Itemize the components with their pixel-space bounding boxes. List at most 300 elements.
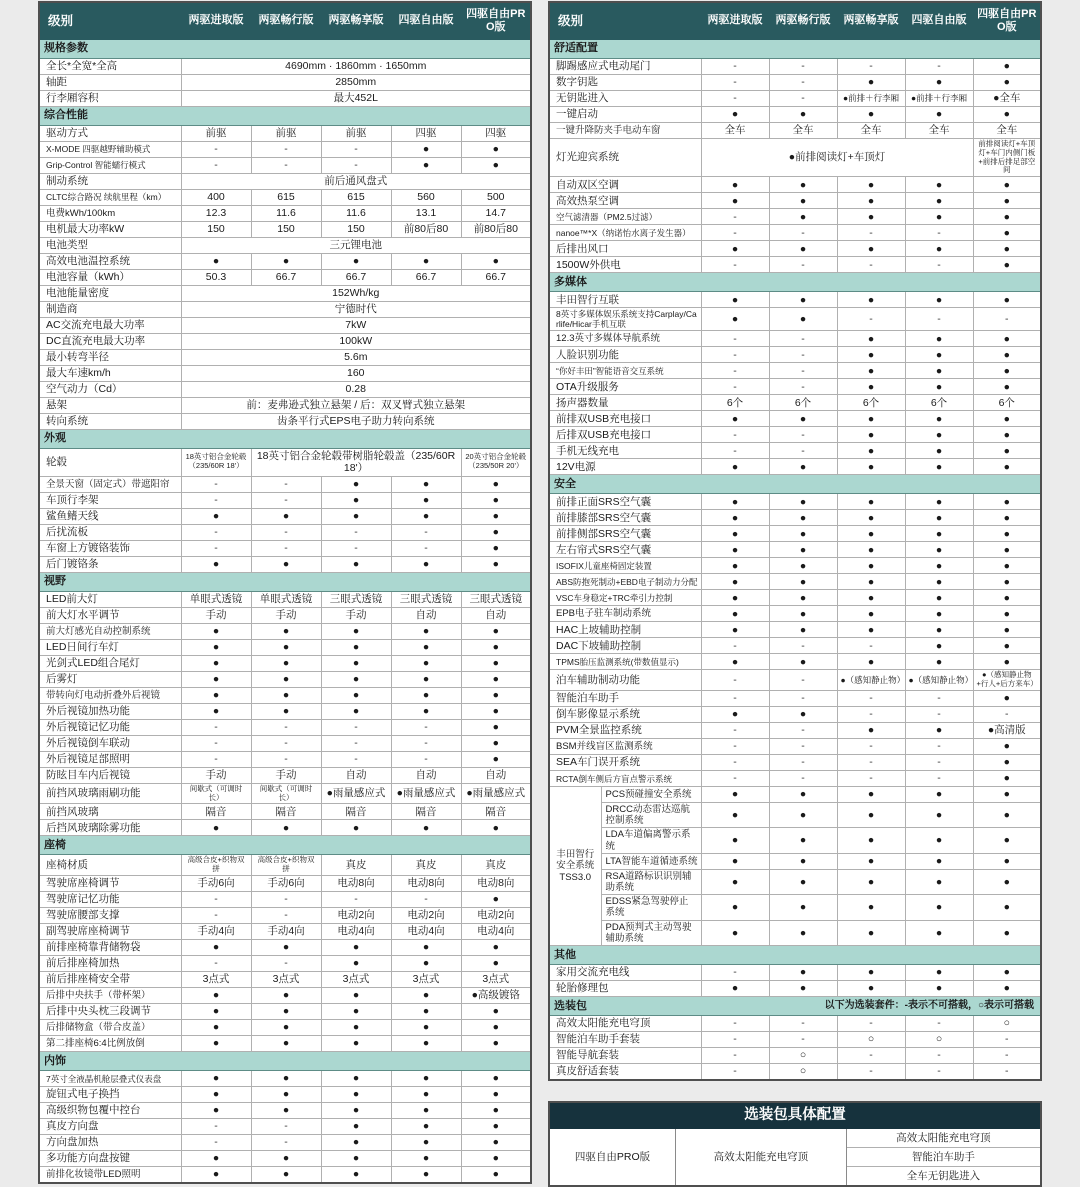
feature-dot: ● xyxy=(391,556,461,572)
spec-row xyxy=(549,347,1041,363)
feature-dot: ● xyxy=(837,427,905,443)
feature-dot: ● xyxy=(769,510,837,526)
row-label: 8英寸多媒体娱乐系统支持Carplay/Carlife/Hicar手机互联 xyxy=(549,308,701,331)
feature-dot: ● xyxy=(321,820,391,836)
section-title: 座椅 xyxy=(39,836,181,855)
feature-dot: ● xyxy=(769,803,837,828)
spec-row xyxy=(39,639,531,655)
feature-dash: - xyxy=(181,1119,251,1135)
feature-dash: - xyxy=(391,719,461,735)
feature-dot: ● xyxy=(973,526,1041,542)
feature-dot: ● xyxy=(837,895,905,920)
feature-dot: ● xyxy=(973,494,1041,510)
spec-row xyxy=(39,855,531,876)
row-label: 光剑式LED组合尾灯 xyxy=(39,655,181,671)
spec-row xyxy=(39,524,531,540)
value-cell: 隔音 xyxy=(461,804,531,820)
spec-row xyxy=(549,654,1041,670)
feature-dot: ● xyxy=(905,379,973,395)
feature-dot: ● xyxy=(321,1103,391,1119)
row-label: 前后排座椅加热 xyxy=(39,956,181,972)
feature-dot: ● xyxy=(251,687,321,703)
value-cell: 66.7 xyxy=(461,269,531,285)
value-cell: 四驱 xyxy=(391,125,461,141)
feature-dash: - xyxy=(837,257,905,273)
feature-dash: - xyxy=(769,331,837,347)
feature-dot: ● xyxy=(321,476,391,492)
spec-row xyxy=(39,189,531,205)
feature-dot: ● xyxy=(905,920,973,945)
row-label: 转向系统 xyxy=(39,413,181,429)
feature-dot: ● xyxy=(461,508,531,524)
section-header-row xyxy=(549,39,1041,58)
feature-dot: ● xyxy=(837,622,905,638)
spec-row xyxy=(39,492,531,508)
feature-dot: ● xyxy=(837,920,905,945)
feature-dot: ● xyxy=(973,771,1041,787)
feature-dash: - xyxy=(837,755,905,771)
feature-dash: - xyxy=(701,723,769,739)
spec-row xyxy=(39,751,531,767)
feature-dash: - xyxy=(769,443,837,459)
spec-row xyxy=(549,292,1041,308)
feature-dot: ● xyxy=(973,257,1041,273)
feature-dot: ● xyxy=(181,671,251,687)
feature-dot: ● xyxy=(461,639,531,655)
value-cell: 11.6 xyxy=(321,205,391,221)
feature-dash: - xyxy=(181,157,251,173)
feature-dot: ● xyxy=(391,253,461,269)
feature-dash: - xyxy=(701,638,769,654)
trim-header-cell: 四驱自由PRO版 xyxy=(461,2,531,39)
feature-dot: ● xyxy=(321,1020,391,1036)
row-label: 制动系统 xyxy=(39,173,181,189)
section-title: 规格参数 xyxy=(39,39,181,58)
feature-dot: ● xyxy=(769,209,837,225)
value-cell: ●雨量感应式 xyxy=(461,783,531,804)
section-header-row xyxy=(39,39,531,58)
feature-dot: ● xyxy=(321,556,391,572)
level-header-cell: 级别 xyxy=(39,2,181,39)
feature-dot: ● xyxy=(461,141,531,157)
feature-dot: ● xyxy=(905,209,973,225)
spec-row xyxy=(549,981,1041,997)
feature-dot: ● xyxy=(837,869,905,894)
row-label: 外后视镜加热功能 xyxy=(39,703,181,719)
spec-row xyxy=(39,90,531,106)
feature-dash: - xyxy=(701,443,769,459)
value-cell: 真皮 xyxy=(391,855,461,876)
feature-dot: ● xyxy=(391,703,461,719)
feature-dot: ● xyxy=(837,363,905,379)
value-cell: ●（感知静止物） xyxy=(905,670,973,691)
feature-dot: ● xyxy=(251,1087,321,1103)
trim-header-cell: 两驱进取版 xyxy=(181,2,251,39)
feature-dot: ● xyxy=(701,558,769,574)
section-header-row xyxy=(549,475,1041,494)
value-cell: 间歇式（可调时长） xyxy=(251,783,321,804)
spec-row xyxy=(549,225,1041,241)
feature-dot: ● xyxy=(769,606,837,622)
row-label: 后排中央头枕三段调节 xyxy=(39,1004,181,1020)
section-header-row xyxy=(549,273,1041,292)
row-label: PVM全景监控系统 xyxy=(549,723,701,739)
options-package-cell: 高效太阳能充电穹顶 xyxy=(676,1129,847,1187)
feature-dash: - xyxy=(837,308,905,331)
spec-row xyxy=(39,301,531,317)
row-label: Grip-Control 智能蠕行模式 xyxy=(39,157,181,173)
value-cell: 3点式 xyxy=(391,972,461,988)
feature-dot: ● xyxy=(461,524,531,540)
feature-dash: - xyxy=(905,691,973,707)
row-label: 后排中央扶手（带杯架） xyxy=(39,988,181,1004)
feature-dash: - xyxy=(769,723,837,739)
feature-dot: ● xyxy=(461,1036,531,1052)
spec-table-right xyxy=(548,1,1042,1081)
value-cell: 560 xyxy=(391,189,461,205)
feature-dot: ● xyxy=(769,542,837,558)
feature-dot: ● xyxy=(391,1135,461,1151)
row-label: 后雾灯 xyxy=(39,671,181,687)
feature-dash: - xyxy=(769,225,837,241)
feature-dash: - xyxy=(321,719,391,735)
feature-dot: ● xyxy=(321,1087,391,1103)
row-label: 高级织物包覆中控台 xyxy=(39,1103,181,1119)
feature-dash: - xyxy=(701,739,769,755)
spec-row xyxy=(549,920,1041,945)
feature-dash: - xyxy=(905,755,973,771)
row-label: DAC下坡辅助控制 xyxy=(549,638,701,654)
value-cell: 高级合皮+织物双拼 xyxy=(181,855,251,876)
section-title: 安全 xyxy=(549,475,701,494)
spec-row xyxy=(549,869,1041,894)
feature-dot: ● xyxy=(973,638,1041,654)
trim-header-cell: 四驱自由PRO版 xyxy=(973,2,1041,39)
row-label: 全景天窗（固定式）带遮阳帘 xyxy=(39,476,181,492)
feature-dot: ● xyxy=(701,869,769,894)
spec-row xyxy=(549,122,1041,138)
spec-row xyxy=(39,413,531,429)
feature-dot: ● xyxy=(461,556,531,572)
feature-dash: - xyxy=(321,157,391,173)
value-cell: 手动6向 xyxy=(181,876,251,892)
level-header-cell: 级别 xyxy=(549,2,701,39)
spec-row xyxy=(39,623,531,639)
value-cell: 3点式 xyxy=(461,972,531,988)
feature-dot: ● xyxy=(837,443,905,459)
feature-dot: ● xyxy=(321,940,391,956)
feature-dot: ● xyxy=(769,526,837,542)
value-cell: 电动2向 xyxy=(391,908,461,924)
value-cell: 隔音 xyxy=(181,804,251,820)
spec-row xyxy=(39,719,531,735)
feature-dot: ● xyxy=(181,940,251,956)
feature-dot: ● xyxy=(251,1071,321,1087)
value-cell: ●雨量感应式 xyxy=(321,783,391,804)
feature-dot: ● xyxy=(769,981,837,997)
feature-dot: ● xyxy=(461,157,531,173)
value-cell: 20英寸铝合金轮毂（235/50R 20'） xyxy=(461,448,531,476)
feature-dot: ● xyxy=(837,347,905,363)
feature-dot: ● xyxy=(837,331,905,347)
value-cell: 前排阅读灯+车顶灯+车门内侧门板+前排后排足部空间 xyxy=(973,138,1041,176)
feature-dash: - xyxy=(321,735,391,751)
row-label: 泊车辅助制动功能 xyxy=(549,670,701,691)
feature-dot: ● xyxy=(837,106,905,122)
spec-row xyxy=(549,395,1041,411)
feature-dot: ● xyxy=(461,623,531,639)
value-cell: 前后通风盘式 xyxy=(181,173,531,189)
feature-dot: ● xyxy=(391,1151,461,1167)
feature-dot: ● xyxy=(905,193,973,209)
value-cell: 6个 xyxy=(837,395,905,411)
row-label: 1500W外供电 xyxy=(549,257,701,273)
spec-row xyxy=(39,956,531,972)
row-label: 前挡风玻璃雨刷功能 xyxy=(39,783,181,804)
feature-dot: ● xyxy=(251,623,321,639)
feature-dash: - xyxy=(905,257,973,273)
feature-dash: - xyxy=(769,755,837,771)
feature-dot: ● xyxy=(181,508,251,524)
spec-row xyxy=(549,895,1041,920)
feature-dot: ● xyxy=(837,542,905,558)
feature-dot: ● xyxy=(905,331,973,347)
spec-row xyxy=(549,331,1041,347)
value-cell: 自动 xyxy=(391,607,461,623)
spec-row xyxy=(39,1004,531,1020)
feature-dot: ● xyxy=(461,820,531,836)
feature-dot: ● xyxy=(905,606,973,622)
option-circle: ○ xyxy=(769,1064,837,1081)
feature-dot: ● xyxy=(837,74,905,90)
feature-dot: ● xyxy=(181,687,251,703)
feature-dot: ● xyxy=(701,308,769,331)
spec-row xyxy=(549,723,1041,739)
value-cell: 6个 xyxy=(905,395,973,411)
row-label: 驾驶席座椅调节 xyxy=(39,876,181,892)
feature-dot: ● xyxy=(701,459,769,475)
value-cell: 隔音 xyxy=(321,804,391,820)
row-label: 智能导航套装 xyxy=(549,1048,701,1064)
feature-dash: - xyxy=(321,540,391,556)
row-label: 最大车速km/h xyxy=(39,365,181,381)
feature-dot: ● xyxy=(251,639,321,655)
feature-dot: ● xyxy=(321,1167,391,1184)
value-cell: 单眼式透镜 xyxy=(251,591,321,607)
feature-dash: - xyxy=(701,209,769,225)
value-cell: 三眼式透镜 xyxy=(391,591,461,607)
feature-dash: - xyxy=(701,347,769,363)
value-cell: 三眼式透镜 xyxy=(321,591,391,607)
value-cell: 最大452L xyxy=(181,90,531,106)
row-label: OTA升级服务 xyxy=(549,379,701,395)
feature-dot: ● xyxy=(769,106,837,122)
feature-dot: ● xyxy=(837,723,905,739)
spec-row xyxy=(549,74,1041,90)
feature-dot: ● xyxy=(973,379,1041,395)
feature-dot: ● xyxy=(321,655,391,671)
row-label: EDSS紧急驾驶停止系统 xyxy=(601,895,701,920)
feature-dash: - xyxy=(837,1048,905,1064)
value-cell: ●前排＋行李厢 xyxy=(837,90,905,106)
feature-dash: - xyxy=(391,540,461,556)
feature-dot: ● xyxy=(973,558,1041,574)
value-cell: 隔音 xyxy=(391,804,461,820)
spec-row xyxy=(39,317,531,333)
spec-row xyxy=(39,205,531,221)
feature-dot: ● xyxy=(461,719,531,735)
row-label: 智能泊车助手 xyxy=(549,691,701,707)
spec-row xyxy=(39,540,531,556)
feature-dot: ● xyxy=(973,787,1041,803)
options-trim-cell: 四驱自由PRO版 xyxy=(549,1129,676,1187)
value-cell: 13.1 xyxy=(391,205,461,221)
feature-dot: ● xyxy=(769,622,837,638)
feature-dot: ● xyxy=(391,956,461,972)
feature-dot: ● xyxy=(181,623,251,639)
feature-dot: ● xyxy=(701,622,769,638)
row-label: 轮胎修理包 xyxy=(549,981,701,997)
feature-dot: ● xyxy=(701,574,769,590)
spec-row xyxy=(39,703,531,719)
feature-dot: ● xyxy=(321,639,391,655)
feature-dot: ● xyxy=(251,655,321,671)
value-cell: ●前排阅读灯+车顶灯 xyxy=(701,138,973,176)
feature-dot: ● xyxy=(391,940,461,956)
spec-row xyxy=(549,459,1041,475)
feature-dot: ● xyxy=(905,723,973,739)
spec-row xyxy=(549,739,1041,755)
value-cell: 615 xyxy=(321,189,391,205)
spec-row xyxy=(549,510,1041,526)
value-cell: 2850mm xyxy=(181,74,531,90)
row-label: 前排正面SRS空气囊 xyxy=(549,494,701,510)
row-label: 驱动方式 xyxy=(39,125,181,141)
value-cell: 前80后80 xyxy=(461,221,531,237)
feature-dash: - xyxy=(701,331,769,347)
value-cell: 电动4向 xyxy=(461,924,531,940)
value-cell: 全车 xyxy=(905,122,973,138)
feature-dash: - xyxy=(251,492,321,508)
right-column xyxy=(548,1,1042,1187)
row-label: 悬架 xyxy=(39,397,181,413)
feature-dash: - xyxy=(251,719,321,735)
spec-row xyxy=(549,411,1041,427)
feature-dash: - xyxy=(905,58,973,74)
spec-row xyxy=(39,1167,531,1184)
spec-row xyxy=(39,908,531,924)
spec-row xyxy=(549,308,1041,331)
row-label: 后扰流板 xyxy=(39,524,181,540)
row-label: 旋钮式电子换挡 xyxy=(39,1087,181,1103)
feature-dash: - xyxy=(837,739,905,755)
feature-dot: ● xyxy=(973,574,1041,590)
spec-row xyxy=(39,448,531,476)
feature-dot: ● xyxy=(837,853,905,869)
section-header-row xyxy=(39,836,531,855)
row-label: 前后排座椅安全带 xyxy=(39,972,181,988)
feature-dot: ● xyxy=(905,787,973,803)
trim-header-cell: 两驱畅享版 xyxy=(837,2,905,39)
value-cell: 150 xyxy=(251,221,321,237)
row-label: 电池能量密度 xyxy=(39,285,181,301)
spec-row xyxy=(549,58,1041,74)
feature-dash: - xyxy=(701,379,769,395)
value-cell: 隔音 xyxy=(251,804,321,820)
feature-dash: - xyxy=(837,225,905,241)
feature-dash: - xyxy=(181,141,251,157)
feature-dot: ● xyxy=(905,347,973,363)
feature-dot: ● xyxy=(181,639,251,655)
feature-dot: ● xyxy=(973,739,1041,755)
section-title: 综合性能 xyxy=(39,106,181,125)
feature-dot: ● xyxy=(837,292,905,308)
spec-row xyxy=(39,141,531,157)
options-detail-table xyxy=(548,1101,1042,1187)
feature-dot: ● xyxy=(837,828,905,853)
feature-dot: ● xyxy=(251,1020,321,1036)
spec-row xyxy=(549,106,1041,122)
spec-row xyxy=(549,965,1041,981)
options-item-cell: 智能泊车助手 xyxy=(846,1148,1041,1167)
trim-header-cell: 两驱畅行版 xyxy=(769,2,837,39)
feature-dot: ● xyxy=(321,1004,391,1020)
spec-row xyxy=(549,670,1041,691)
left-column xyxy=(38,1,532,1187)
feature-dot: ● xyxy=(701,828,769,853)
row-label: 前排双USB充电接口 xyxy=(549,411,701,427)
spec-row xyxy=(39,876,531,892)
feature-dot: ● xyxy=(181,1004,251,1020)
section-title: 视野 xyxy=(39,572,181,591)
spec-row xyxy=(39,556,531,572)
feature-dot: ● xyxy=(973,981,1041,997)
feature-dot: ● xyxy=(837,574,905,590)
feature-dot: ● xyxy=(181,253,251,269)
section-note xyxy=(701,39,1041,58)
feature-dot: ● xyxy=(769,869,837,894)
feature-dash: - xyxy=(701,58,769,74)
row-label: 一键启动 xyxy=(549,106,701,122)
row-label: TPMS胎压监测系统(带数值显示) xyxy=(549,654,701,670)
section-header-row xyxy=(549,946,1041,965)
feature-dot: ● xyxy=(905,510,973,526)
row-label: DC直流充电最大功率 xyxy=(39,333,181,349)
feature-dot: ● xyxy=(905,177,973,193)
row-label: 多功能方向盘按键 xyxy=(39,1151,181,1167)
feature-dash: - xyxy=(251,1119,321,1135)
feature-dot: ● xyxy=(251,820,321,836)
feature-dot: ● xyxy=(837,981,905,997)
feature-dash: - xyxy=(701,363,769,379)
feature-dot: ● xyxy=(251,556,321,572)
row-label: DRCC动态雷达巡航控制系统 xyxy=(601,803,701,828)
feature-dash: - xyxy=(701,74,769,90)
spec-row xyxy=(39,804,531,820)
spec-row xyxy=(39,972,531,988)
feature-dot: ● xyxy=(973,755,1041,771)
feature-dot: ● xyxy=(321,671,391,687)
feature-dot: ● xyxy=(701,177,769,193)
feature-dash: - xyxy=(251,540,321,556)
feature-dot: ● xyxy=(391,623,461,639)
feature-dot: ● xyxy=(973,177,1041,193)
spec-row xyxy=(39,173,531,189)
spec-row xyxy=(549,707,1041,723)
feature-dot: ● xyxy=(973,965,1041,981)
feature-dot: ● xyxy=(181,1151,251,1167)
feature-dot: ● xyxy=(905,965,973,981)
